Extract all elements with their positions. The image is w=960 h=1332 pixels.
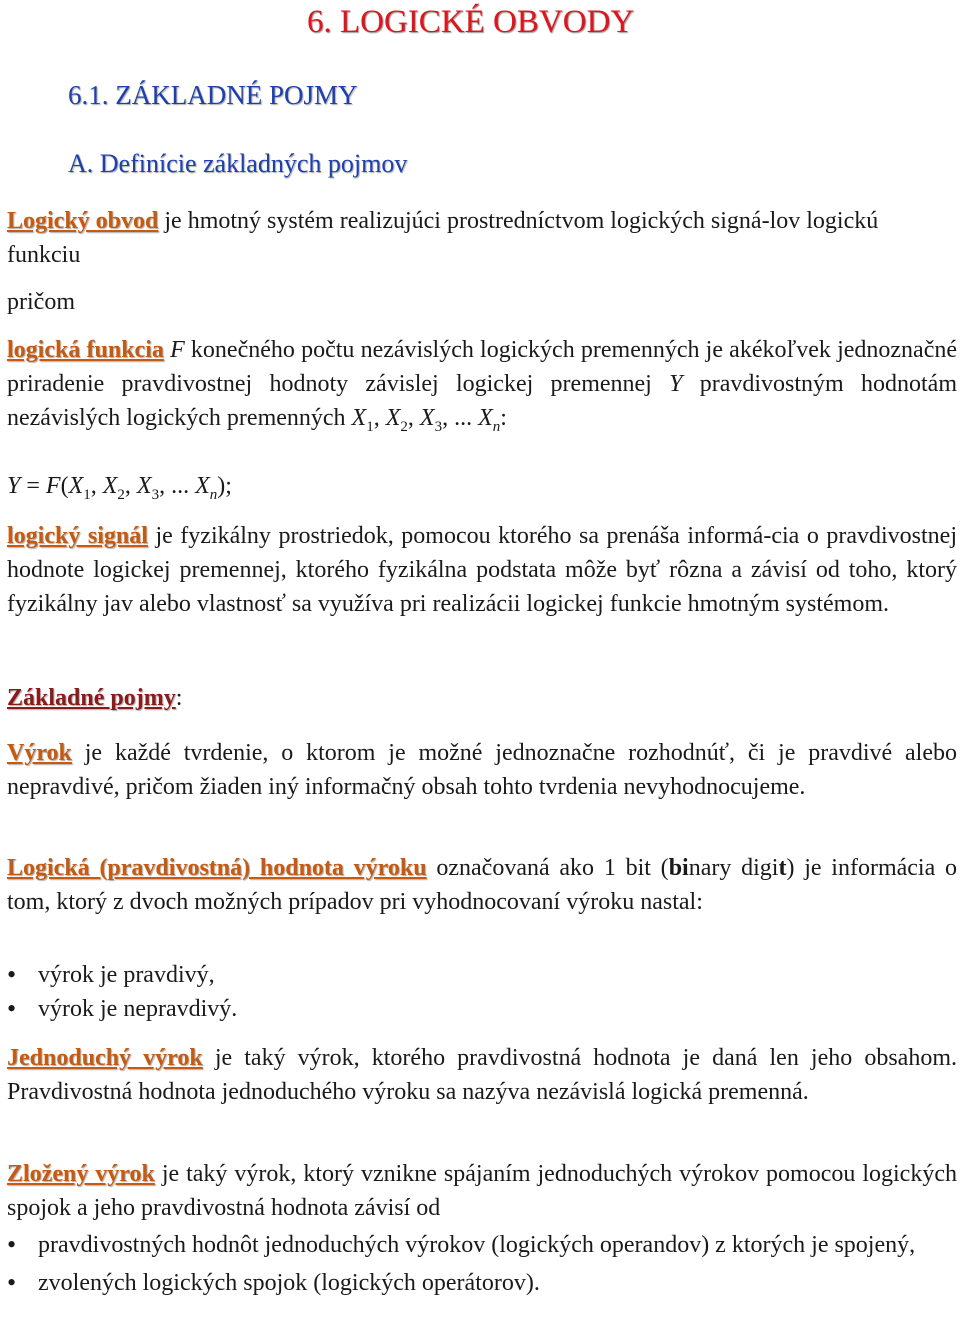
list-item: • zvolených logických spojok (logických operátorov). xyxy=(7,1266,957,1300)
formula-line xyxy=(7,469,957,503)
sep: : xyxy=(175,685,183,711)
term-logic-signal: logický signál xyxy=(7,523,148,549)
text-tv-3: ) je informácia o tom, ktorý z dvoch možných prípadov pri vyhodnocovaní výroku nastal: xyxy=(7,855,958,915)
sep: , ... xyxy=(442,405,479,431)
text-simple-statement: je taký výrok, ktorého pravdivostná hodnota je daná len jeho obsahom. Pravdivostná hodnota jednoduchého výroku sa nazýva nezávislá logická premenná. xyxy=(7,1045,957,1105)
text-function-1: konečného počtu nezávislých logických premenných je akékoľvek jednoznačné priradenie pravdivostnej hodnoty závislej logickej premennej xyxy=(7,337,958,397)
term-logic-function: logická funkcia xyxy=(7,337,164,363)
paragraph-simple-statement xyxy=(7,1041,957,1109)
term-basics: Základné pojmy xyxy=(7,685,176,711)
var-F: F xyxy=(170,337,185,363)
bullet-list-2 xyxy=(7,1228,957,1300)
term-compound-statement: Zložený výrok xyxy=(7,1161,155,1187)
paragraph-logic-function xyxy=(7,333,957,435)
sep: ( xyxy=(60,473,69,499)
list-item: • výrok je pravdivý, xyxy=(7,958,957,992)
formula-X1: X xyxy=(68,473,84,499)
text-tv-1: označovaná ako 1 bit ( xyxy=(426,855,669,881)
text-tv-2: nary digi xyxy=(688,855,779,881)
sep: , xyxy=(124,473,137,499)
text-logic-circuit: je hmotný systém realizujúci prostredníctvom logických signá-lov logickú funkciu xyxy=(7,208,879,268)
sep: ); xyxy=(217,473,232,499)
sep: = xyxy=(20,473,46,499)
paragraph-pricom: pričom xyxy=(7,289,75,315)
sep: , ... xyxy=(159,473,196,499)
chapter-title: 6. LOGICKÉ OBVODY xyxy=(307,4,635,40)
sub-1: 1 xyxy=(83,486,91,503)
sub-n: n xyxy=(492,418,501,435)
formula-X3: X xyxy=(136,473,152,499)
formula-Xn: X xyxy=(195,473,210,499)
heading-basics xyxy=(7,681,957,715)
sub-3: 3 xyxy=(151,486,160,503)
sep: , xyxy=(373,405,386,431)
term-simple-statement: Jednoduchý výrok xyxy=(7,1045,203,1071)
paragraph-logic-circuit xyxy=(7,204,957,272)
var-Y: Y xyxy=(669,371,683,397)
sub-2: 2 xyxy=(117,486,125,503)
formula-F: F xyxy=(45,473,61,499)
text-function-2: pravdivostným hodnotám nezávislých logických premenných xyxy=(7,371,957,431)
var-X2: X xyxy=(385,405,401,431)
subsection-title: A. Definície základných pojmov xyxy=(68,149,408,178)
sep: , xyxy=(90,473,103,499)
term-logic-circuit: Logický obvod xyxy=(7,208,159,234)
bullet-list-1 xyxy=(7,958,957,1026)
paragraph-compound-statement xyxy=(7,1157,957,1225)
sep: , xyxy=(407,405,420,431)
formula-Y: Y xyxy=(7,473,21,499)
sub-1: 1 xyxy=(366,418,374,435)
paragraph-statement xyxy=(7,736,957,804)
bold-t: t xyxy=(778,855,787,881)
text-compound-statement: je taký výrok, ktorý vznikne spájaním jednoduchých výrokov pomocou logických spojok a jeho pravdivostná hodnota závisí od xyxy=(7,1161,957,1221)
formula-X2: X xyxy=(102,473,118,499)
var-Xn: X xyxy=(478,405,493,431)
sep: : xyxy=(500,405,507,431)
paragraph-truth-value xyxy=(7,851,957,919)
term-statement: Výrok xyxy=(7,740,72,766)
text-statement: je každé tvrdenie, o ktorom je možné jednoznačne rozhodnúť, či je pravdivé alebo nepravdivé, pričom žiaden iný informačný obsah tohto tvrdenia nevyhodnocujeme. xyxy=(7,740,957,800)
var-X1: X xyxy=(351,405,367,431)
sub-3: 3 xyxy=(434,418,443,435)
term-truth-value: Logická (pravdivostná) hodnota výroku xyxy=(7,855,427,881)
list-item: • pravdivostných hodnôt jednoduchých výrokov (logických operandov) z ktorých je spojený, xyxy=(7,1228,957,1262)
var-X3: X xyxy=(419,405,435,431)
list-item: • výrok je nepravdivý. xyxy=(7,992,957,1026)
text-logic-signal: je fyzikálny prostriedok, pomocou ktorého sa prenáša informá-cia o pravdivostnej hodnote logickej premennej, ktorého fyzikálna podstata môže byť rôzna a závisí od toho, ktorý fyzikálny jav alebo vlastnosť sa využíva pri realizácii logickej funkcie hmotným systémom. xyxy=(7,523,958,617)
section-title: 6.1. ZÁKLADNÉ POJMY xyxy=(68,80,358,110)
paragraph-logic-signal xyxy=(7,519,957,621)
sub-n: n xyxy=(209,486,218,503)
bold-bi: bi xyxy=(668,855,689,881)
sub-2: 2 xyxy=(400,418,408,435)
